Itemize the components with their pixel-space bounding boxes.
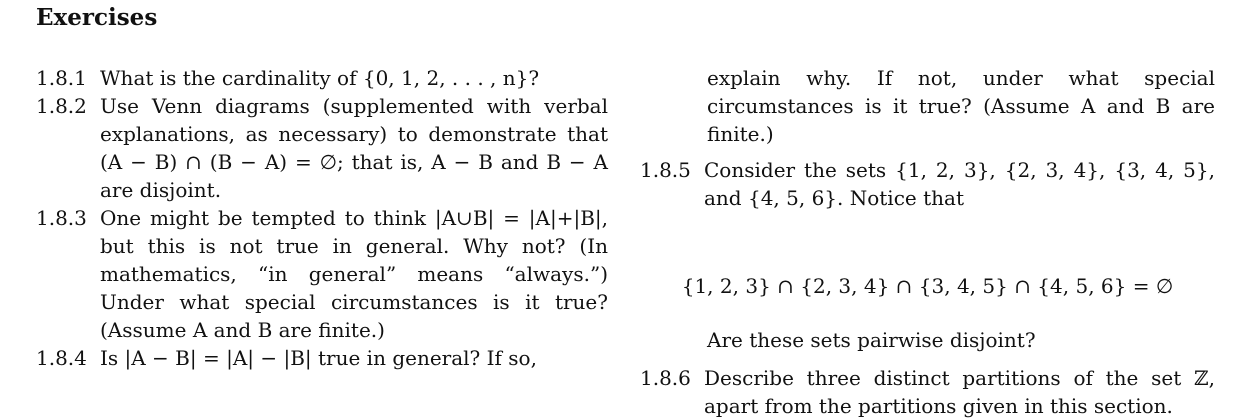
exercise-text: What is the cardinality of {0, 1, 2, . . . , n}?	[100, 66, 540, 90]
exercise-1-8-5	[640, 156, 1215, 212]
exercise-text: One might be tempted to think |A∪B| = |A|+|B|, but this is not true in general. Why not? (In mathematics, “in general” means “always.”) Under what special circumstances is it true? (Assume A and B are finite.)	[100, 206, 608, 342]
exercise-text: Describe three distinct partitions of the set ℤ, apart from the partitions given in this section.	[704, 366, 1215, 418]
right-column	[640, 64, 1215, 420]
exercise-number: 1.8.2	[36, 94, 87, 118]
section-heading: Exercises	[36, 4, 158, 31]
exercise-1-8-4	[36, 344, 608, 372]
exercise-1-8-3	[36, 204, 608, 344]
exercise-number: 1.8.1	[36, 66, 87, 90]
exercise-text: Use Venn diagrams (supplemented with verbal explanations, as necessary) to demonstrate that (A − B) ∩ (B − A) = ∅; that is, A − B and B − A are disjoint.	[100, 94, 608, 202]
left-column	[36, 64, 608, 372]
exercise-number: 1.8.4	[36, 346, 87, 370]
exercise-1-8-6	[640, 364, 1215, 420]
exercise-number: 1.8.5	[640, 158, 691, 182]
exercise-text: Is |A − B| = |A| − |B| true in general? If so,	[100, 346, 537, 370]
exercise-number: 1.8.6	[640, 366, 691, 390]
exercise-text: Consider the sets {1, 2, 3}, {2, 3, 4}, {3, 4, 5}, and {4, 5, 6}. Notice that	[704, 158, 1215, 210]
exercise-1-8-4-continuation: explain why. If not, under what special circumstances is it true? (Assume A and B are finite.)	[707, 66, 1215, 146]
exercise-question: Are these sets pairwise disjoint?	[707, 328, 1036, 352]
exercise-1-8-1	[36, 64, 608, 92]
exercise-number: 1.8.3	[36, 206, 87, 230]
exercise-1-8-2	[36, 92, 608, 204]
display-equation: {1, 2, 3} ∩ {2, 3, 4} ∩ {3, 4, 5} ∩ {4, 5, 6} = ∅	[681, 274, 1174, 298]
